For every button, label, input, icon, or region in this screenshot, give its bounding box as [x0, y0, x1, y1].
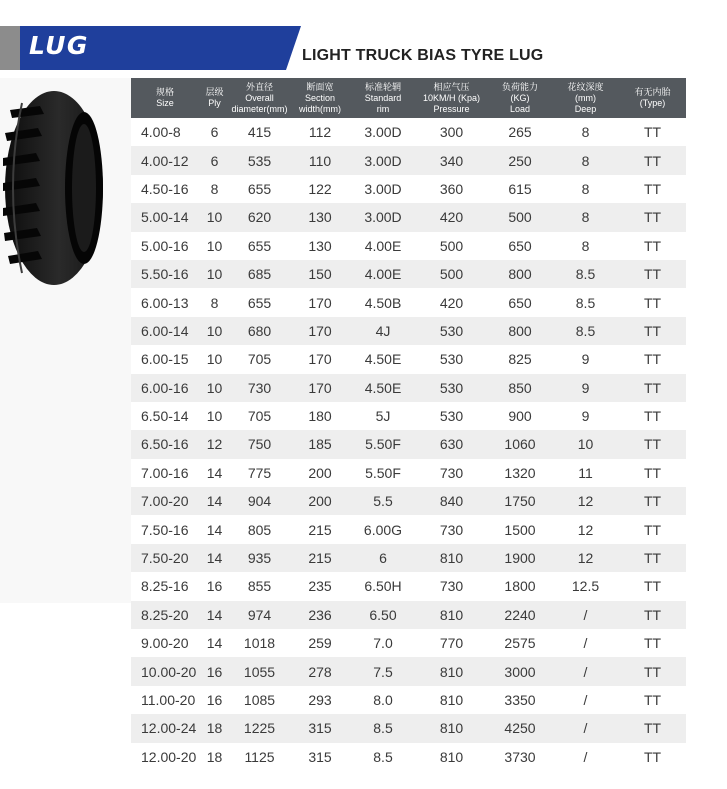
tyre-image: [0, 78, 131, 603]
cell-pressure: 420: [415, 203, 488, 231]
cell-ply: 10: [206, 237, 223, 254]
cell-deep: 8: [581, 180, 590, 197]
cell-section-width: 150: [289, 260, 351, 288]
col-header-deep: 花纹深度 (mm) Deep: [552, 78, 619, 118]
cell-ply: 10: [199, 203, 230, 231]
table-header-row: [131, 78, 686, 118]
cell-load: 4250: [488, 714, 552, 742]
cell-load: 650: [508, 237, 532, 254]
cell-load: 2240: [488, 601, 552, 629]
table-row: [131, 657, 686, 685]
cell-standard-rim: 4.00E: [351, 260, 415, 288]
cell-pressure: 810: [415, 601, 488, 629]
cell-section-width: 315: [308, 748, 332, 765]
cell-deep: 9: [552, 374, 619, 402]
cell-overall-diameter: 620: [230, 203, 289, 231]
cell-load: 1320: [504, 464, 536, 481]
cell-type: TT: [619, 146, 686, 174]
cell-type: TT: [619, 601, 686, 629]
cell-deep: /: [583, 692, 588, 708]
cell-load: 1800: [504, 578, 536, 595]
cell-pressure: 770: [439, 635, 464, 652]
cell-overall-diameter: 415: [247, 124, 272, 141]
table-row: [131, 317, 686, 345]
col-header-load: 负荷能力 (KG) Load: [488, 78, 552, 118]
cell-type: TT: [619, 657, 686, 685]
cell-ply: 14: [199, 601, 230, 629]
cell-standard-rim: 8.0: [373, 692, 393, 708]
cell-pressure: 530: [415, 317, 488, 345]
cell-ply: 10: [199, 260, 230, 288]
cell-size: 11.00-20: [141, 692, 196, 708]
cell-deep: 10: [552, 430, 619, 458]
cell-standard-rim: 4.00E: [364, 237, 402, 254]
cell-type: TT: [619, 374, 686, 402]
spec-table: [131, 78, 686, 771]
cell-standard-rim: 4.50B: [364, 294, 402, 311]
cell-size: 7.00-20: [131, 487, 199, 515]
cell-type: TT: [619, 430, 686, 458]
cell-ply: 18: [206, 748, 223, 765]
table-row: [131, 288, 686, 316]
cell-pressure: 500: [439, 237, 464, 254]
cell-load: 800: [488, 260, 552, 288]
cell-pressure: 810: [439, 748, 464, 765]
cell-deep: /: [583, 748, 588, 765]
cell-load: 1900: [488, 544, 552, 572]
cell-size: 8.25-16: [141, 578, 189, 595]
cell-section-width: 278: [289, 657, 351, 685]
cell-section-width: 122: [308, 180, 332, 197]
cell-size: 10.00-20: [131, 657, 199, 685]
cell-ply: 6: [210, 124, 219, 141]
cell-pressure: 810: [415, 657, 488, 685]
cell-section-width: 170: [308, 294, 332, 311]
cell-deep: /: [552, 714, 619, 742]
col-header-pressure: 相应气压 10KM/H (Kpa) Pressure: [415, 78, 488, 118]
cell-size: 7.50-20: [131, 544, 199, 572]
cell-type: TT: [643, 124, 662, 141]
table-row: [131, 374, 686, 402]
table-row: [131, 175, 686, 203]
cell-standard-rim: 5.50F: [365, 464, 401, 481]
cell-type: TT: [619, 203, 686, 231]
cell-type: TT: [643, 464, 662, 481]
cell-load: 825: [508, 351, 532, 368]
header-badge: LUG: [29, 31, 89, 60]
table-row: [131, 572, 686, 600]
cell-size: 4.50-16: [141, 180, 189, 197]
cell-overall-diameter: 730: [230, 374, 289, 402]
cell-section-width: 110: [289, 146, 351, 174]
table-row: [131, 459, 686, 487]
cell-standard-rim: 4.50E: [351, 374, 415, 402]
cell-load: 500: [488, 203, 552, 231]
cell-load: 3350: [504, 692, 536, 708]
cell-standard-rim: 6: [351, 544, 415, 572]
cell-deep: /: [552, 601, 619, 629]
cell-ply: 18: [199, 714, 230, 742]
cell-section-width: 185: [289, 430, 351, 458]
cell-standard-rim: 8.5: [373, 748, 393, 765]
cell-size: 4.00-8: [141, 124, 181, 141]
table-row: [131, 402, 686, 430]
cell-type: TT: [619, 544, 686, 572]
cell-deep: 11: [578, 464, 593, 481]
cell-deep: 8: [552, 203, 619, 231]
cell-pressure: 840: [415, 487, 488, 515]
cell-type: TT: [619, 487, 686, 515]
cell-load: 900: [508, 408, 532, 425]
cell-ply: 14: [206, 635, 223, 652]
cell-overall-diameter: 855: [247, 578, 272, 595]
cell-type: TT: [643, 692, 662, 708]
cell-type: TT: [643, 180, 662, 197]
cell-section-width: 235: [308, 578, 332, 595]
cell-standard-rim: 6.50H: [364, 578, 402, 595]
cell-standard-rim: 7.0: [373, 635, 393, 652]
cell-overall-diameter: 680: [230, 317, 289, 345]
cell-pressure: 630: [415, 430, 488, 458]
cell-overall-diameter: 1225: [230, 714, 289, 742]
cell-section-width: 130: [289, 203, 351, 231]
cell-load: 615: [508, 180, 532, 197]
cell-standard-rim: 3.00D: [364, 180, 402, 197]
cell-deep: 8: [581, 237, 590, 254]
cell-section-width: 170: [308, 351, 332, 368]
cell-size: 9.00-20: [141, 635, 189, 652]
cell-size: 12.00-24: [131, 714, 199, 742]
cell-size: 5.00-14: [131, 203, 199, 231]
cell-standard-rim: 8.5: [351, 714, 415, 742]
table-row: [131, 601, 686, 629]
cell-overall-diameter: 750: [230, 430, 289, 458]
cell-load: 250: [488, 146, 552, 174]
table-row: [131, 203, 686, 231]
cell-ply: 16: [206, 578, 223, 595]
cell-overall-diameter: 655: [247, 294, 272, 311]
cell-type: TT: [643, 408, 662, 425]
cell-overall-diameter: 775: [247, 464, 272, 481]
cell-pressure: 360: [439, 180, 464, 197]
col-header-standard-rim: 标准轮辋 Standard rim: [351, 78, 415, 118]
cell-section-width: 236: [289, 601, 351, 629]
cell-ply: 14: [199, 544, 230, 572]
tyre-icon: [0, 78, 131, 298]
cell-deep: 8: [581, 124, 590, 141]
table-row: [131, 686, 686, 714]
cell-overall-diameter: 974: [230, 601, 289, 629]
col-header-ply: 层级 Ply: [199, 78, 230, 118]
cell-ply: 10: [199, 317, 230, 345]
cell-section-width: 170: [289, 317, 351, 345]
cell-size: 6.00-16: [131, 374, 199, 402]
cell-ply: 14: [199, 487, 230, 515]
cell-pressure: 530: [415, 374, 488, 402]
cell-pressure: 300: [439, 124, 464, 141]
table-row: [131, 515, 686, 543]
cell-section-width: 259: [308, 635, 332, 652]
cell-size: 6.00-15: [141, 351, 189, 368]
cell-size: 8.25-20: [131, 601, 199, 629]
cell-load: 1750: [488, 487, 552, 515]
cell-type: TT: [643, 521, 662, 538]
cell-type: TT: [643, 351, 662, 368]
table-row: [131, 544, 686, 572]
header-gray-band: [0, 26, 20, 70]
cell-overall-diameter: 935: [230, 544, 289, 572]
cell-standard-rim: 7.5: [351, 657, 415, 685]
cell-size: 12.00-20: [141, 748, 197, 765]
page-title: LIGHT TRUCK BIAS TYRE LUG: [302, 47, 544, 64]
cell-deep: 8.5: [552, 260, 619, 288]
cell-size: 5.50-16: [131, 260, 199, 288]
cell-section-width: 293: [308, 692, 332, 708]
cell-type: TT: [619, 714, 686, 742]
cell-overall-diameter: 685: [230, 260, 289, 288]
cell-pressure: 730: [439, 464, 464, 481]
cell-pressure: 810: [415, 714, 488, 742]
table-row: [131, 146, 686, 174]
cell-ply: 10: [206, 408, 223, 425]
cell-section-width: 130: [308, 237, 332, 254]
cell-type: TT: [643, 294, 662, 311]
cell-ply: 6: [199, 146, 230, 174]
cell-overall-diameter: 655: [247, 237, 272, 254]
cell-deep: 8.5: [575, 294, 596, 311]
cell-pressure: 530: [439, 351, 464, 368]
cell-deep: 8.5: [552, 317, 619, 345]
cell-size: 6.50-14: [141, 408, 189, 425]
cell-type: TT: [619, 260, 686, 288]
cell-size: 6.00-14: [131, 317, 199, 345]
table-row: [131, 714, 686, 742]
cell-ply: 14: [206, 521, 223, 538]
cell-standard-rim: 4J: [351, 317, 415, 345]
cell-deep: 12: [577, 521, 594, 538]
table-row: [131, 345, 686, 373]
cell-pressure: 810: [439, 692, 464, 708]
cell-deep: /: [583, 635, 588, 652]
cell-overall-diameter: 1018: [243, 635, 276, 652]
cell-deep: /: [552, 657, 619, 685]
cell-standard-rim: 5.50F: [351, 430, 415, 458]
cell-load: 850: [488, 374, 552, 402]
cell-section-width: 315: [289, 714, 351, 742]
cell-deep: 9: [581, 351, 590, 368]
cell-type: TT: [643, 748, 662, 765]
cell-load: 265: [508, 124, 532, 141]
cell-overall-diameter: 1055: [230, 657, 289, 685]
cell-pressure: 730: [439, 521, 464, 538]
cell-overall-diameter: 1125: [244, 748, 275, 765]
cell-ply: 10: [199, 374, 230, 402]
cell-load: 800: [488, 317, 552, 345]
table-row: [131, 743, 686, 771]
table-row: [131, 232, 686, 260]
cell-standard-rim: 4.50E: [364, 351, 402, 368]
cell-pressure: 530: [439, 408, 464, 425]
cell-pressure: 730: [439, 578, 464, 595]
cell-standard-rim: 6.50: [351, 601, 415, 629]
cell-standard-rim: 5.5: [351, 487, 415, 515]
cell-ply: 10: [206, 351, 223, 368]
cell-overall-diameter: 655: [247, 180, 272, 197]
cell-section-width: 180: [308, 408, 332, 425]
cell-overall-diameter: 705: [247, 408, 272, 425]
table-row: [131, 629, 686, 657]
cell-ply: 8: [210, 294, 219, 311]
cell-load: 1500: [504, 521, 536, 538]
cell-pressure: 420: [439, 294, 464, 311]
cell-overall-diameter: 705: [247, 351, 272, 368]
cell-section-width: 215: [289, 544, 351, 572]
cell-standard-rim: 3.00D: [364, 124, 402, 141]
cell-pressure: 810: [415, 544, 488, 572]
cell-pressure: 340: [415, 146, 488, 174]
cell-pressure: 500: [415, 260, 488, 288]
cell-standard-rim: 5J: [375, 408, 391, 425]
cell-standard-rim: 3.00D: [351, 203, 415, 231]
cell-overall-diameter: 805: [247, 521, 272, 538]
cell-ply: 8: [210, 180, 219, 197]
cell-deep: 12.5: [571, 578, 600, 595]
cell-ply: 12: [199, 430, 230, 458]
cell-size: 6.00-13: [141, 294, 189, 311]
cell-overall-diameter: 1085: [243, 692, 276, 708]
cell-standard-rim: 3.00D: [351, 146, 415, 174]
cell-type: TT: [643, 578, 662, 595]
table-row: [131, 430, 686, 458]
cell-size: 6.50-16: [131, 430, 199, 458]
cell-section-width: 170: [289, 374, 351, 402]
cell-section-width: 200: [308, 464, 332, 481]
cell-deep: 8: [552, 146, 619, 174]
cell-size: 7.50-16: [141, 521, 189, 538]
cell-type: TT: [643, 635, 662, 652]
cell-ply: 14: [206, 464, 223, 481]
cell-overall-diameter: 535: [230, 146, 289, 174]
cell-type: TT: [643, 237, 662, 254]
cell-deep: 9: [581, 408, 590, 425]
table-row: [131, 487, 686, 515]
cell-deep: 12: [552, 487, 619, 515]
cell-ply: 16: [206, 692, 223, 708]
cell-size: 5.00-16: [141, 237, 189, 254]
cell-load: 3730: [504, 748, 536, 765]
col-header-type: 有无内胎 (Type): [619, 78, 686, 118]
cell-load: 3000: [488, 657, 552, 685]
cell-deep: 12: [552, 544, 619, 572]
cell-size: 7.00-16: [141, 464, 189, 481]
cell-section-width: 215: [308, 521, 332, 538]
col-header-overall-diameter: 外直径 Overall diameter(mm): [230, 78, 289, 118]
cell-load: 650: [508, 294, 532, 311]
table-row: [131, 260, 686, 288]
cell-size: 4.00-12: [131, 146, 199, 174]
cell-load: 1060: [488, 430, 552, 458]
cell-load: 2575: [504, 635, 536, 652]
cell-ply: 16: [199, 657, 230, 685]
col-header-size: 规格 Size: [131, 78, 199, 118]
cell-section-width: 200: [289, 487, 351, 515]
cell-section-width: 112: [308, 124, 332, 141]
col-header-section-width: 断面宽 Section width(mm): [289, 78, 351, 118]
table-row: [131, 118, 686, 146]
cell-standard-rim: 6.00G: [363, 521, 403, 538]
cell-overall-diameter: 904: [230, 487, 289, 515]
cell-type: TT: [619, 317, 686, 345]
